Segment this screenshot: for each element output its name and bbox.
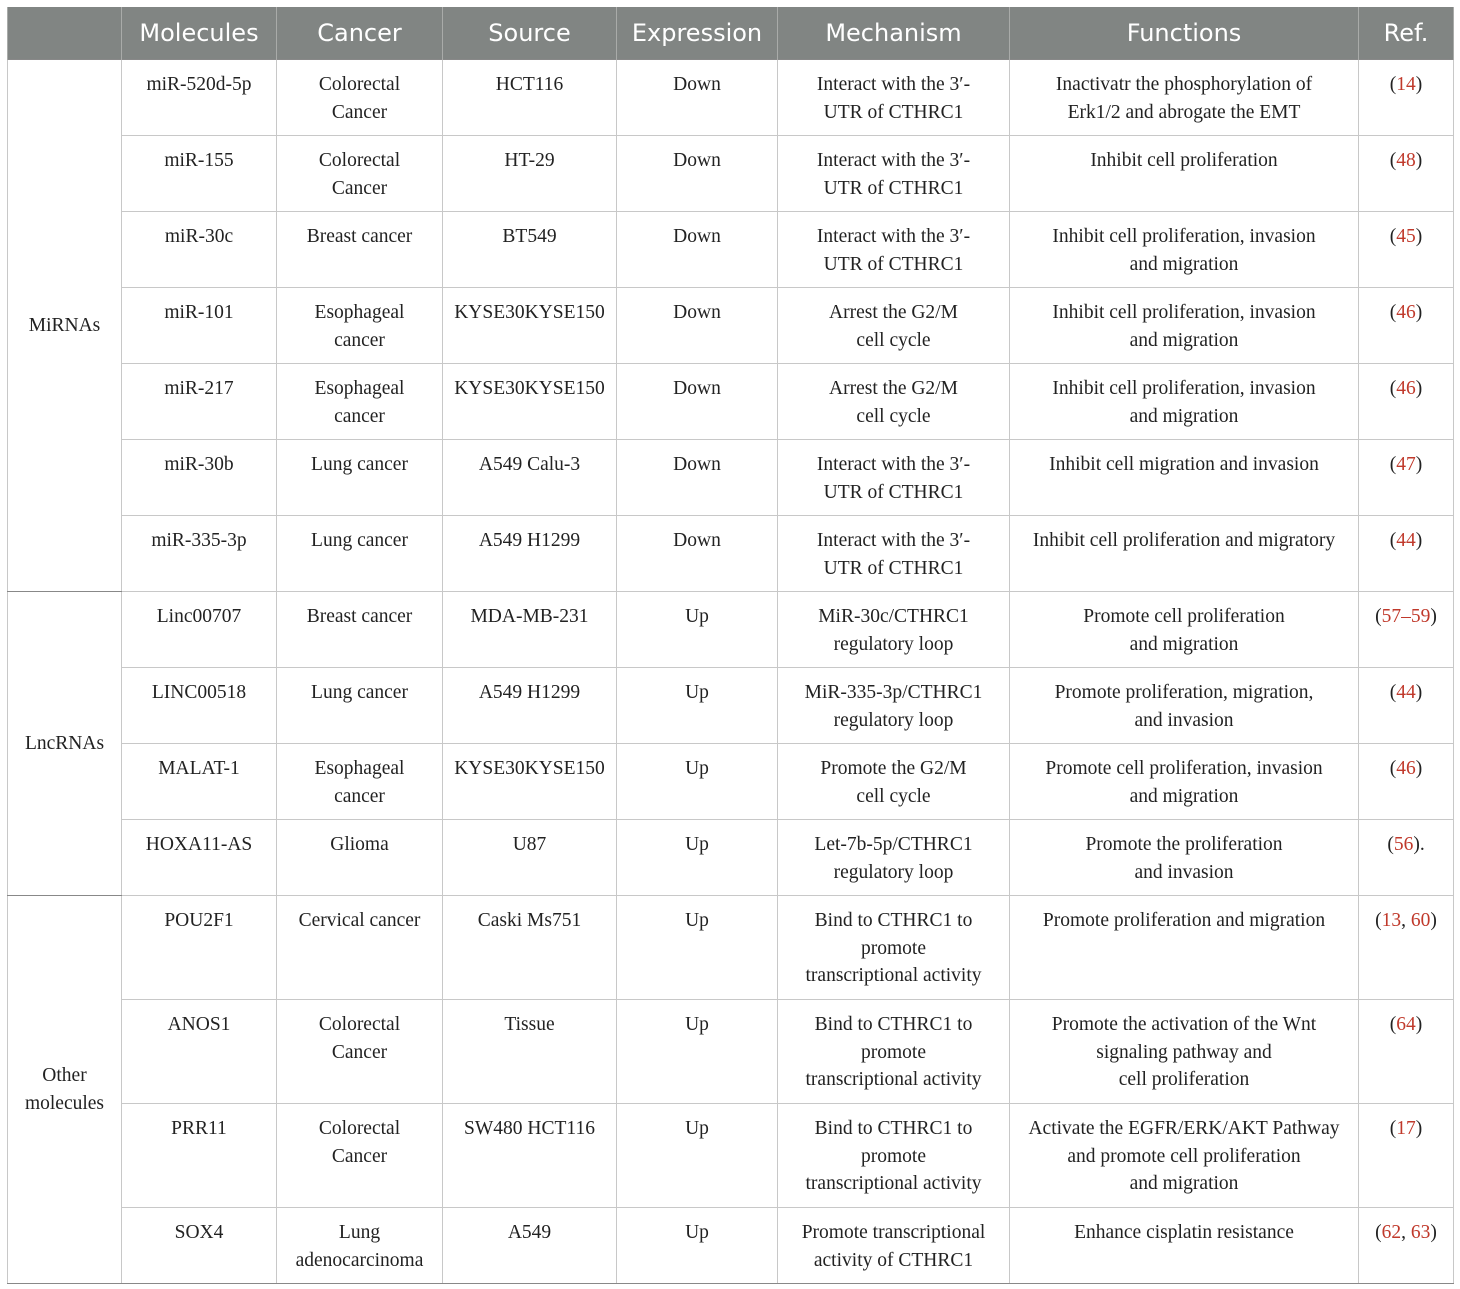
cell-mechanism: Bind to CTHRC1 to promote transcriptional activity [778,896,1010,1000]
cell-molecule: Linc00707 [122,592,277,668]
ref-link[interactable]: 46 [1396,302,1416,323]
cell-ref: (46) [1359,744,1454,820]
cell-functions: Inhibit cell proliferation, invasion and migration [1010,364,1359,440]
header-molecules: Molecules [122,7,277,60]
cell-functions: Promote cell proliferation and migration [1010,592,1359,668]
cell-mechanism: Interact with the 3′- UTR of CTHRC1 [778,440,1010,516]
cell-cancer: Lung cancer [277,516,443,592]
ref-link[interactable]: 17 [1396,1118,1416,1139]
cell-source: A549 [443,1208,617,1284]
cell-cancer: Esophageal cancer [277,288,443,364]
ref-link[interactable]: 64 [1396,1014,1416,1035]
table-row [8,212,1454,288]
cell-mechanism: Interact with the 3′- UTR of CTHRC1 [778,212,1010,288]
cell-cancer: Esophageal cancer [277,364,443,440]
cell-cancer: Breast cancer [277,592,443,668]
ref-link[interactable]: 14 [1396,74,1416,95]
cell-molecule: LINC00518 [122,668,277,744]
cell-mechanism: MiR-335-3p/CTHRC1 regulatory loop [778,668,1010,744]
cell-expression: Down [617,60,778,136]
cell-source: U87 [443,820,617,896]
table-row [8,440,1454,516]
cell-mechanism: Promote transcriptional activity of CTHRC1 [778,1208,1010,1284]
cell-functions: Promote the proliferation and invasion [1010,820,1359,896]
cell-functions: Inhibit cell proliferation, invasion and migration [1010,212,1359,288]
table-row [8,136,1454,212]
cell-source: KYSE30KYSE150 [443,288,617,364]
ref-link[interactable]: 60 [1410,910,1431,931]
cell-expression: Up [617,744,778,820]
cell-molecule: ANOS1 [122,1000,277,1104]
cell-expression: Down [617,516,778,592]
cell-mechanism: Arrest the G2/M cell cycle [778,364,1010,440]
cell-source: KYSE30KYSE150 [443,364,617,440]
cell-functions: Promote proliferation and migration [1010,896,1359,1000]
cell-expression: Down [617,136,778,212]
cell-expression: Up [617,1104,778,1208]
cell-functions: Inactivatr the phosphorylation of Erk1/2 and abrogate the EMT [1010,60,1359,136]
ref-link[interactable]: 45 [1396,226,1416,247]
cell-ref: (17) [1359,1104,1454,1208]
cell-molecule: MALAT-1 [122,744,277,820]
cell-cancer: Lung cancer [277,668,443,744]
cell-mechanism: Bind to CTHRC1 to promote transcriptional activity [778,1000,1010,1104]
cell-expression: Down [617,288,778,364]
table-row [8,744,1454,820]
cell-cancer: Colorectal Cancer [277,60,443,136]
cell-molecule: POU2F1 [122,896,277,1000]
cell-functions: Inhibit cell proliferation, invasion and migration [1010,288,1359,364]
cell-functions: Promote proliferation, migration, and invasion [1010,668,1359,744]
group-label: MiRNAs [8,60,122,592]
ref-link[interactable]: 44 [1396,530,1416,551]
cell-ref: (57–59) [1359,592,1454,668]
header-mechanism: Mechanism [778,7,1010,60]
cell-cancer: Esophageal cancer [277,744,443,820]
cell-mechanism: MiR-30c/CTHRC1 regulatory loop [778,592,1010,668]
cell-source: MDA-MB-231 [443,592,617,668]
cell-functions: Promote the activation of the Wnt signaling pathway and cell proliferation [1010,1000,1359,1104]
table-row [8,820,1454,896]
cell-cancer: Lung adenocarcinoma [277,1208,443,1284]
cell-functions: Inhibit cell proliferation [1010,136,1359,212]
cell-mechanism: Bind to CTHRC1 to promote transcriptional activity [778,1104,1010,1208]
header-cancer: Cancer [277,7,443,60]
cell-ref: (46) [1359,364,1454,440]
cell-cancer: Breast cancer [277,212,443,288]
table-row [8,668,1454,744]
cell-ref: (48) [1359,136,1454,212]
cell-mechanism: Promote the G2/M cell cycle [778,744,1010,820]
group-label: LncRNAs [8,592,122,896]
cell-cancer: Colorectal Cancer [277,136,443,212]
cell-mechanism: Interact with the 3′- UTR of CTHRC1 [778,136,1010,212]
ref-link[interactable]: 48 [1396,150,1416,171]
table-row [8,592,1454,668]
cell-expression: Down [617,440,778,516]
ref-link[interactable]: 47 [1396,454,1416,475]
cell-molecule: miR-520d-5p [122,60,277,136]
table-row [8,60,1454,136]
cell-source: HT-29 [443,136,617,212]
cell-cancer: Cervical cancer [277,896,443,1000]
cell-cancer: Colorectal Cancer [277,1104,443,1208]
table-row [8,364,1454,440]
ref-link[interactable]: 46 [1396,378,1416,399]
cell-molecule: miR-155 [122,136,277,212]
cell-source: A549 Calu-3 [443,440,617,516]
cell-cancer: Glioma [277,820,443,896]
cell-functions: Inhibit cell migration and invasion [1010,440,1359,516]
cell-expression: Up [617,1208,778,1284]
cell-source: HCT116 [443,60,617,136]
header-ref: Ref. [1359,7,1454,60]
cell-cancer: Lung cancer [277,440,443,516]
ref-link[interactable]: 46 [1396,758,1416,779]
cell-molecule: HOXA11-AS [122,820,277,896]
cell-mechanism: Arrest the G2/M cell cycle [778,288,1010,364]
group-label: Other molecules [8,896,122,1284]
cell-ref: (44) [1359,668,1454,744]
cell-molecule: miR-101 [122,288,277,364]
cell-molecule: PRR11 [122,1104,277,1208]
ref-link[interactable]: 57–59 [1381,606,1431,627]
cell-mechanism: Interact with the 3′- UTR of CTHRC1 [778,516,1010,592]
cell-ref: (62, 63) [1359,1208,1454,1284]
cell-expression: Up [617,1000,778,1104]
header-group [8,7,122,60]
cell-molecule: miR-217 [122,364,277,440]
cell-functions: Promote cell proliferation, invasion and migration [1010,744,1359,820]
cell-ref: (45) [1359,212,1454,288]
table-container [7,7,1454,1284]
cell-molecule: miR-30c [122,212,277,288]
cell-functions: Inhibit cell proliferation and migratory [1010,516,1359,592]
table-row [8,288,1454,364]
header-row [8,7,1454,60]
ref-suffix: . [1419,834,1425,855]
ref-link[interactable]: 56 [1393,834,1414,855]
cell-molecule: miR-335-3p [122,516,277,592]
cell-expression: Up [617,896,778,1000]
cell-ref: (44) [1359,516,1454,592]
cell-expression: Up [617,820,778,896]
cell-source: BT549 [443,212,617,288]
cell-ref: (64) [1359,1000,1454,1104]
table-row [8,1104,1454,1208]
cell-mechanism: Interact with the 3′- UTR of CTHRC1 [778,60,1010,136]
header-functions: Functions [1010,7,1359,60]
cell-expression: Down [617,364,778,440]
table-row [8,1208,1454,1284]
cell-source: A549 H1299 [443,516,617,592]
table-row [8,1000,1454,1104]
ref-link[interactable]: 13 [1381,910,1402,931]
cell-ref: (56). [1359,820,1454,896]
ref-link[interactable]: 63 [1410,1222,1431,1243]
cell-functions: Activate the EGFR/ERK/AKT Pathway and promote cell proliferation and migration [1010,1104,1359,1208]
table-body [8,60,1454,1284]
molecules-table [7,7,1454,1284]
cell-mechanism: Let-7b-5p/CTHRC1 regulatory loop [778,820,1010,896]
cell-ref: (13, 60) [1359,896,1454,1000]
cell-ref: (47) [1359,440,1454,516]
cell-source: A549 H1299 [443,668,617,744]
table-row [8,516,1454,592]
ref-link[interactable]: 44 [1396,682,1416,703]
header-expression: Expression [617,7,778,60]
cell-expression: Up [617,592,778,668]
ref-link[interactable]: 62 [1381,1222,1402,1243]
cell-molecule: SOX4 [122,1208,277,1284]
cell-source: SW480 HCT116 [443,1104,617,1208]
table-row [8,896,1454,1000]
cell-source: Caski Ms751 [443,896,617,1000]
header-source: Source [443,7,617,60]
cell-cancer: Colorectal Cancer [277,1000,443,1104]
cell-ref: (14) [1359,60,1454,136]
cell-expression: Up [617,668,778,744]
cell-source: Tissue [443,1000,617,1104]
cell-functions: Enhance cisplatin resistance [1010,1208,1359,1284]
cell-ref: (46) [1359,288,1454,364]
cell-molecule: miR-30b [122,440,277,516]
cell-expression: Down [617,212,778,288]
cell-source: KYSE30KYSE150 [443,744,617,820]
